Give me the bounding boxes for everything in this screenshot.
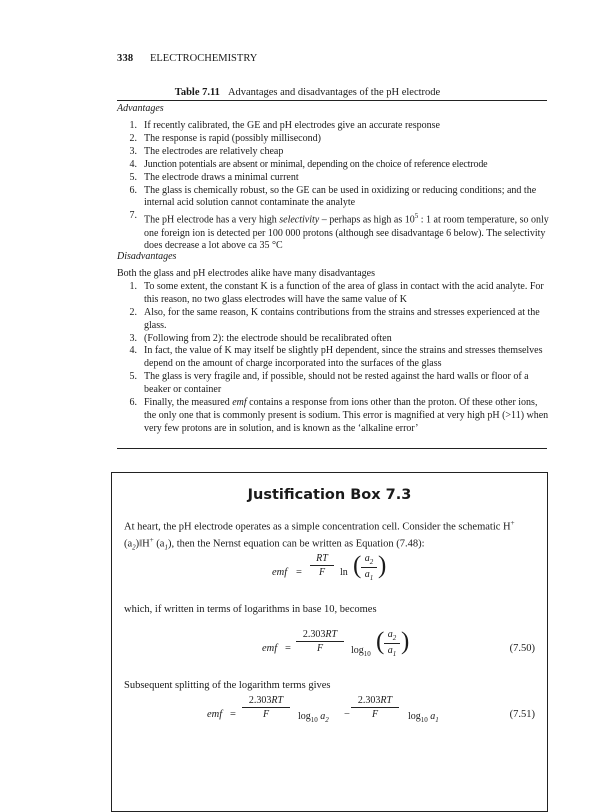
list-item: 1. To some extent, the constant K is a function of the area of glass in contact with the acid analyte. For this reason, no two glass electrodes will have the same value of K bbox=[129, 280, 544, 305]
running-header bbox=[117, 53, 257, 64]
box-paragraph-3: Subsequent splitting of the logarithm terms gives bbox=[124, 680, 331, 691]
advantages-heading: Advantages bbox=[117, 103, 164, 114]
table-caption bbox=[0, 87, 615, 98]
table-top-rule bbox=[117, 100, 547, 101]
box-title: Justification Box 7.3 bbox=[247, 487, 412, 503]
disadvantages-heading: Disadvantages bbox=[117, 251, 177, 262]
disadvantages-intro: Both the glass and pH electrodes alike have many disadvantages bbox=[117, 268, 375, 279]
list-item: 6. The glass is chemically robust, so the GE can be used in oxidizing or reducing conditions; and the internal acid solution cannot contaminate the analyte bbox=[129, 184, 537, 209]
page-number: 338 bbox=[117, 53, 134, 64]
list-item: 4. Junction potentials are absent or minimal, depending on the choice of reference electrode bbox=[129, 158, 488, 170]
table-bottom-rule bbox=[117, 448, 547, 449]
list-item: 7. The pH electrode has a very high selectivity – perhaps as high as $10^5$ : 1 at room temperature, so only one foreign ion is detected per 100 000 protons (although see disadvantage 6 below). The selectivity does decrease a lot above ca 35 °C bbox=[129, 210, 549, 252]
list-item: 1. If recently calibrated, the GE and pH electrodes give an accurate response bbox=[129, 120, 440, 131]
list-item: 3. The electrodes are relatively cheap bbox=[129, 145, 284, 157]
table-title: Advantages and disadvantages of the pH electrode bbox=[227, 87, 441, 98]
equation-number: (7.51) bbox=[509, 709, 535, 720]
justification-box: Justification Box 7.3 At heart, the pH electrode operates as a simple concentration cell. Consider the schematic H+ $(a_2)‖H^+$ $(a_1)$, then the Nernst equation can be written as Equation (7.48): emf = RT F ln ( $a_2$ $a_1$ ) which, if written in terms of logarithms in base 10, becomes emf = 2.303RT F $\log_{10}$ ( $a_2$ $a_1$ ) (7.50) Subsequent splitting of the logarithm terms gives emf = 2.303RT F $\log_{10} a_2$ − 2.303RT F $\log_{10} a_1$ (7.51) bbox=[111, 472, 548, 812]
disadvantages-list bbox=[117, 268, 549, 436]
list-item: 2. The response is rapid (possibly millisecond) bbox=[129, 132, 321, 144]
box-paragraph-1: At heart, the pH electrode operates as a simple concentration cell. Consider the schematic H+ $(a_2)‖H^+$ $(a_1)$, then the Nernst equation can be written as Equation (7.48): bbox=[124, 519, 515, 552]
list-item: 6. Finally, the measured emf contains a response from ions other than the proton. Of these other ions, the only one that is commonly present is sodium. This error is magnified at very high pH (>11) when very few protons are in solution, and is known as the ‘alkaline error’ bbox=[129, 397, 549, 434]
list-item: 2. Also, for the same reason, K contains contributions from the strains and stresses experienced at the glass. bbox=[129, 306, 540, 331]
list-item: 3. (Following from 2): the electrode should be recalibrated often bbox=[129, 332, 392, 344]
table-label: Table 7.11 bbox=[174, 87, 220, 98]
list-item: 5. The electrode draws a minimal current bbox=[129, 171, 299, 183]
list-item: 5. The glass is very fragile and, if possible, should not be rested against the hard walls or floor of a beaker or container bbox=[129, 371, 529, 396]
advantages-list bbox=[117, 120, 549, 253]
equation-number: (7.50) bbox=[509, 643, 535, 654]
list-item: 4. In fact, the value of K may itself be slightly pH dependent, since the strains and stresses themselves depend on the amount of charge incorporated into the surfaces of the glass bbox=[129, 345, 543, 370]
box-paragraph-2: which, if written in terms of logarithms in base 10, becomes bbox=[124, 604, 377, 615]
running-title: ELECTROCHEMISTRY bbox=[149, 53, 258, 64]
